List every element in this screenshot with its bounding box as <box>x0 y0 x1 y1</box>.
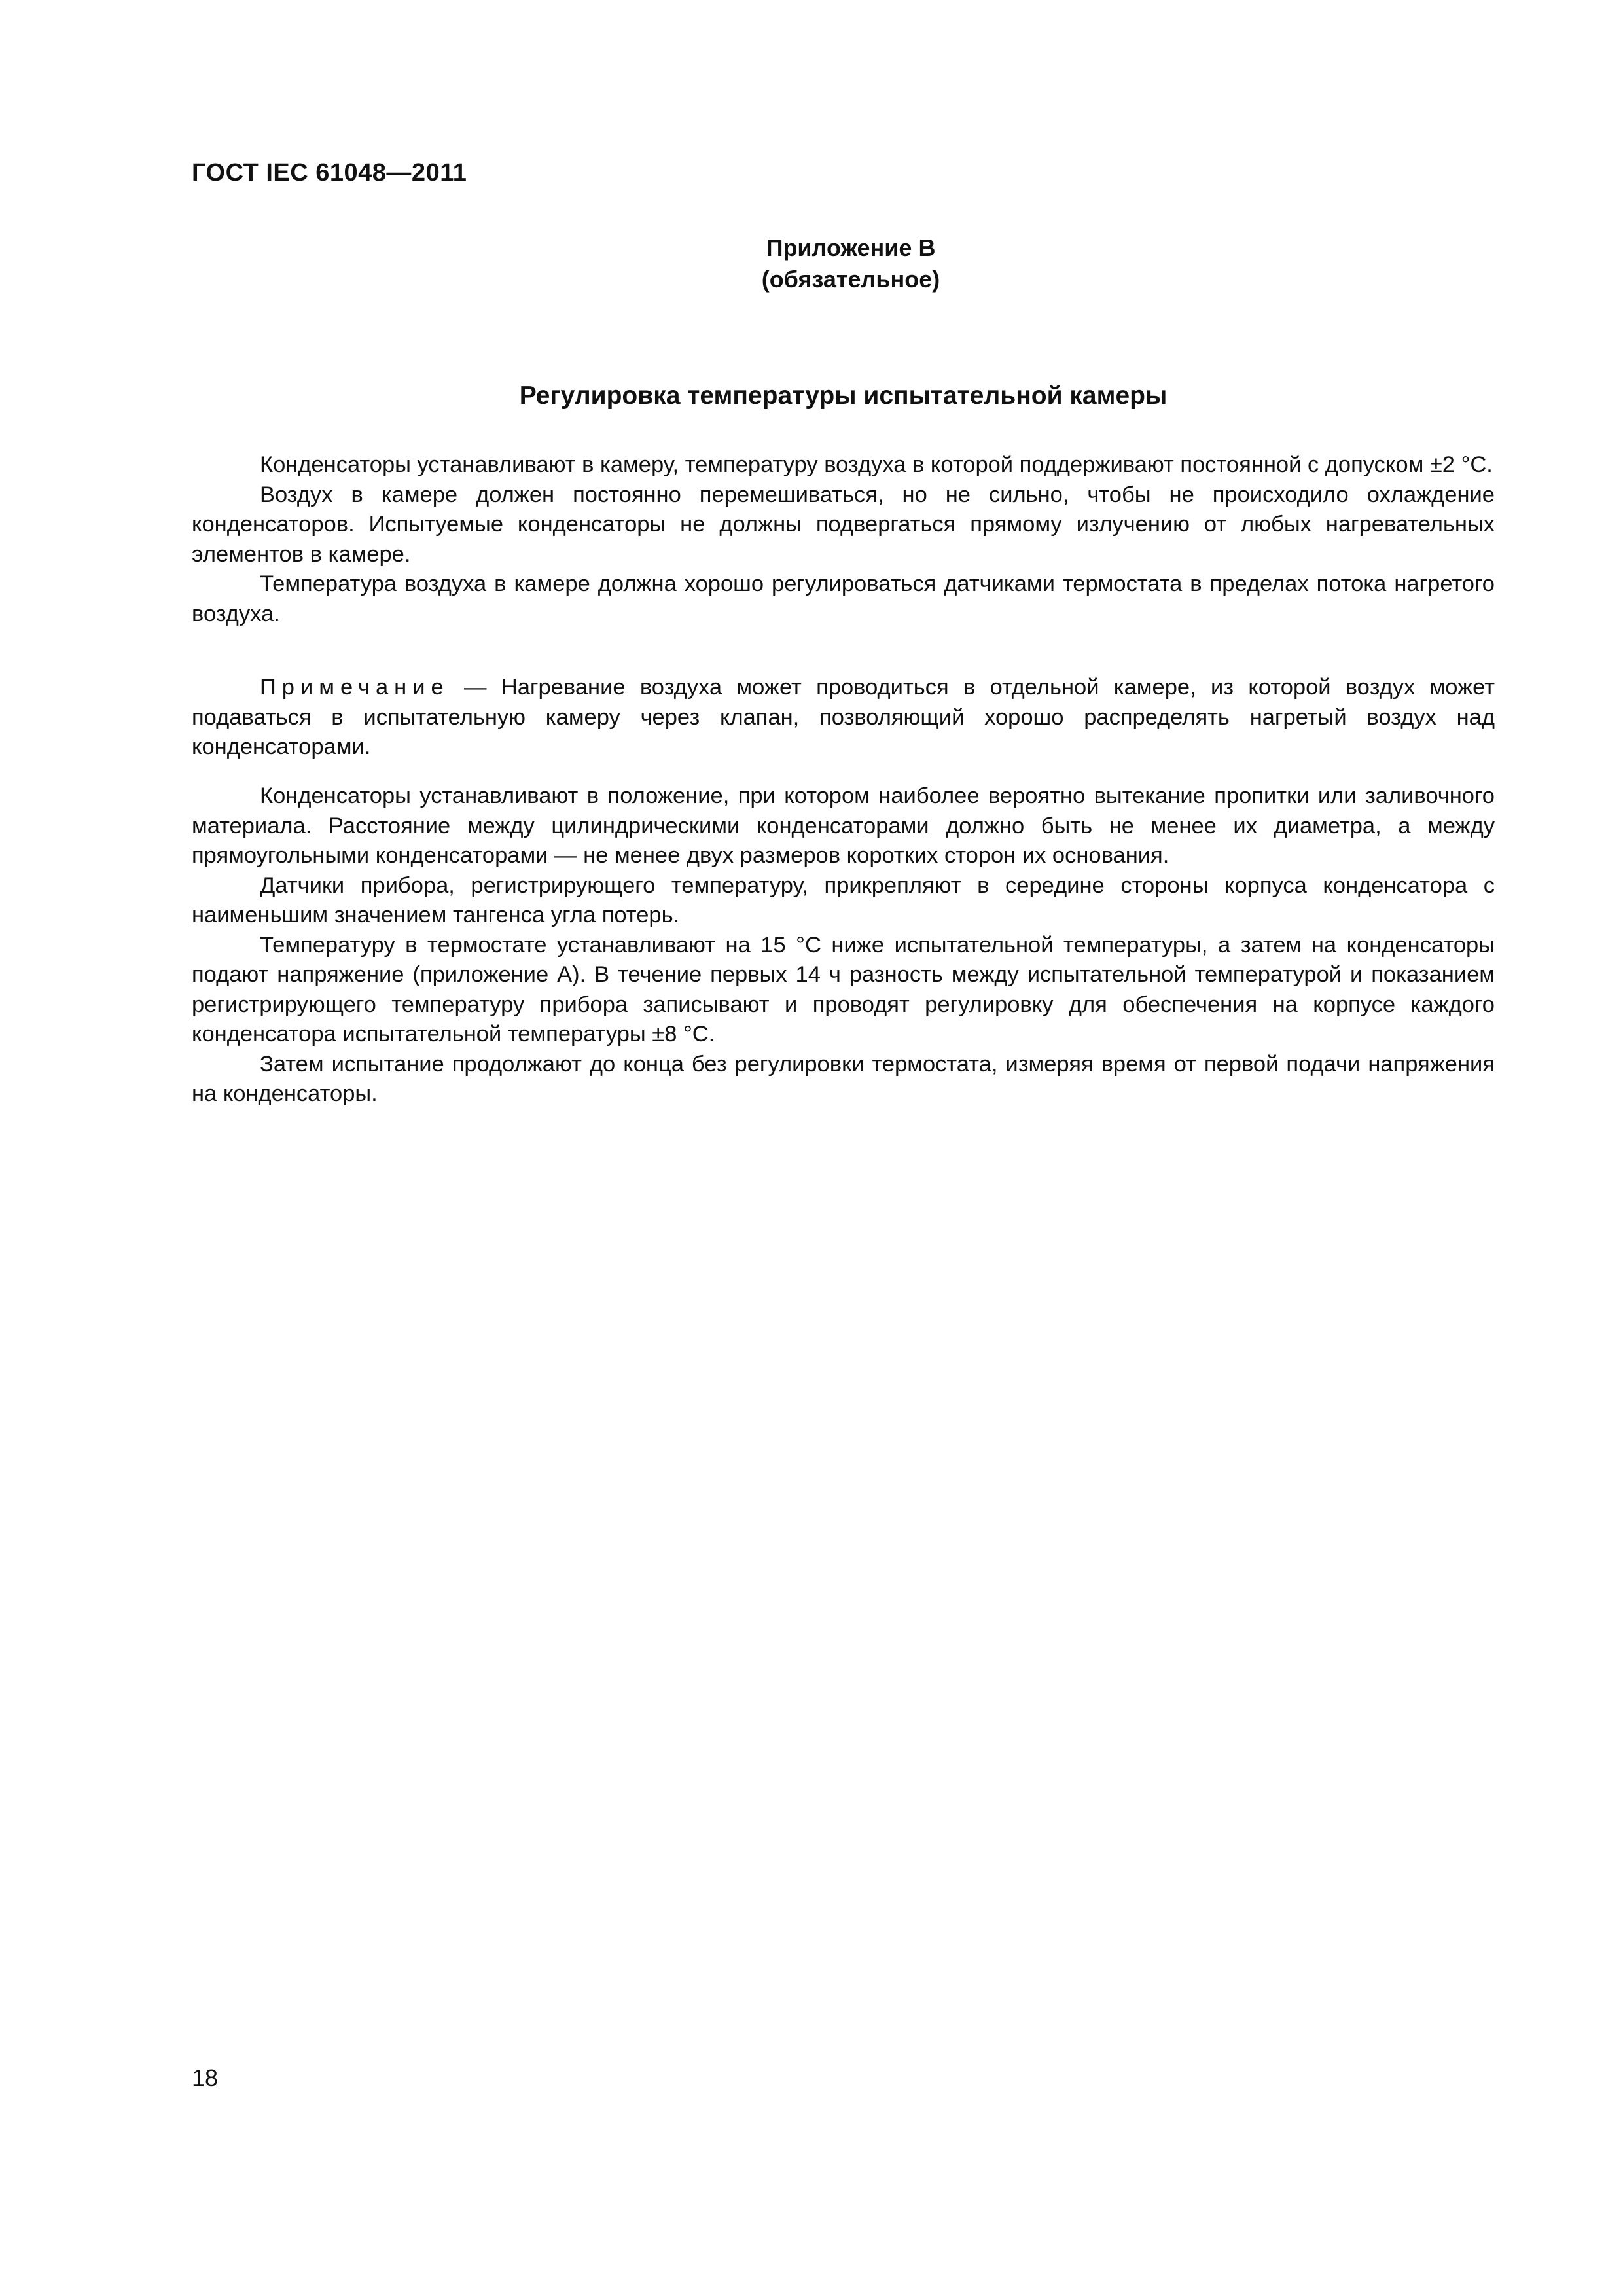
appendix-title: Приложение В <box>766 234 936 261</box>
body-text-1 <box>192 450 1495 629</box>
document-code: ГОСТ IEC 61048—2011 <box>192 159 467 187</box>
paragraph: Датчики прибора, регистрирующего температуру, прикрепляют в середине стороны корпуса конденсатора с наименьшим значением тангенса угла потерь. <box>192 872 1495 927</box>
note-paragraph <box>192 673 1495 762</box>
note-text: Нагревание воздуха может проводиться в отдельной камере, из которой воздух может подаваться в испытательную камеру через клапан, позволяющий хорошо распределять нагретый воздух над конденсаторами. <box>192 675 1495 759</box>
paragraph: Конденсаторы устанавливают в положение, при котором наиболее вероятно вытекание пропитки или заливочного материала. Расстояние между цилиндрическими конденсаторами должно быть не менее их диаметра, а между прямоугольными конденсаторами — не менее двух размеров коротких сторон их основания. <box>192 783 1495 868</box>
note-label: Примечание <box>260 675 450 700</box>
paragraph: Конденсаторы устанавливают в камеру, температуру воздуха в которой поддерживают постоянной с допуском ±2 °С. <box>260 452 1493 477</box>
page-number: 18 <box>192 2064 219 2091</box>
body-text-2 <box>192 781 1495 1109</box>
appendix-status: (обязательное) <box>761 266 940 293</box>
note-dash: — <box>449 675 501 700</box>
section-title: Регулировка температуры испытательной камеры <box>519 382 1168 410</box>
paragraph: Воздух в камере должен постоянно перемешиваться, но не сильно, чтобы не происходило охлаждение конденсаторов. Испытуемые конденсаторы не должны подвергаться прямому излучению от любых нагревательных элементов в камере. <box>192 482 1495 567</box>
paragraph: Температура воздуха в камере должна хорошо регулироваться датчиками термостата в пределах потока нагретого воздуха. <box>192 571 1495 626</box>
appendix-heading <box>654 232 1047 295</box>
paragraph: Затем испытание продолжают до конца без регулировки термостата, измеряя время от первой подачи напряжения на конденсаторы. <box>192 1051 1495 1106</box>
note-block <box>192 673 1495 762</box>
paragraph: Температуру в термостате устанавливают на 15 °С ниже испытательной температуры, а затем на конденсаторы подают напряжение (приложение А). В течение первых 14 ч разность между испытательной температурой и показанием регистрирующего температуру прибора записывают и проводят регулировку для обеспечения на корпусе каждого конденсатора испытательной температуры ±8 °С. <box>192 932 1495 1047</box>
